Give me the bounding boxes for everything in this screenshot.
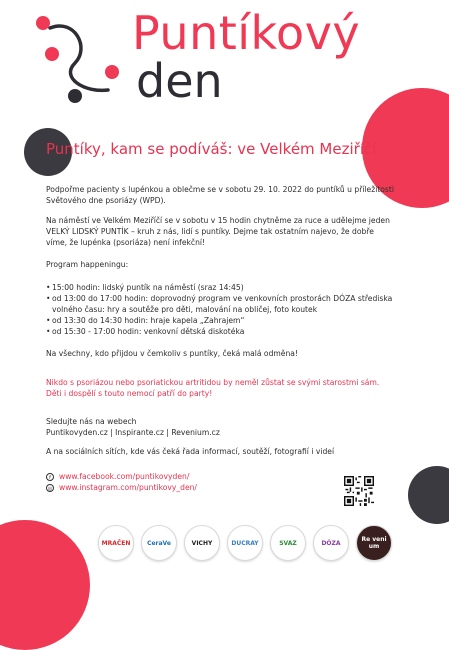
- intro-paragraph-2: Na náměstí ve Velkém Meziříčí se v sobotu v 15 hodin chytněme za ruce a udělejme jeden VELKÝ LIDSKÝ PUNTÍK – kruh z nás, lidí s puntíky. Dejme tak ostatním najevo, že dobře víme, že lupénka (psoriáza) není infekční!: [46, 216, 390, 247]
- brand-title-line2: den: [136, 54, 223, 108]
- program-item: • od 13:30 do 14:30 hodin: hraje kapela „Zahrajem“: [46, 315, 396, 326]
- reward-note: Na všechny, kdo přijdou v čemkoliv s puntíky, čeká malá odměna!: [46, 349, 298, 358]
- program-item: • 15:00 hodin: lidský puntík na náměstí (sraz 14:45): [46, 282, 396, 293]
- instagram-icon: ◎: [47, 485, 53, 492]
- follow-sites: Puntikovyden.cz | Inspirante.cz | Revenium.cz: [46, 428, 220, 437]
- intro-paragraph-1: Podpořme pacienty s lupénkou a oblečme se v sobotu 29. 10. 2022 do puntíků u příležitosti Světového dne psoriázy (WPD).: [46, 185, 394, 205]
- partner-logo-doza: DÓZA: [313, 525, 349, 561]
- facebook-row: [46, 471, 197, 482]
- decor-circle-red-bottom-left: [0, 520, 90, 650]
- logo-mark: [30, 8, 130, 108]
- follow-title: Sledujte nás na webech: [46, 417, 137, 426]
- partner-logo-ducray: DUCRAY: [227, 525, 263, 561]
- program-list: [46, 282, 396, 337]
- highlight-line-2: Děti i dospělí s touto nemocí patří do party!: [46, 389, 213, 398]
- partner-logo-vichy: VICHY: [184, 525, 220, 561]
- program-title: Program happeningu:: [46, 260, 129, 269]
- partner-logo-revenium: Re veni um: [356, 525, 392, 561]
- social-intro: A na sociálních sítích, kde vás čeká řada informací, soutěží, fotografií i videí: [46, 447, 335, 456]
- facebook-icon: f: [46, 473, 54, 481]
- program-item: • od 15:30 - 17:00 hodin: venkovní dětská diskotéka: [46, 326, 396, 337]
- partner-logo-svaz: SVAZ: [270, 525, 306, 561]
- main-content: [46, 184, 396, 457]
- program-item: • od 13:00 do 17:00 hodin: doprovodný program ve venkovních prostorách DÓZA střediska volného času: hry a soutěže pro děti, malování na obličej, foto koutek: [46, 293, 396, 315]
- qr-code: [344, 476, 374, 506]
- brand-title-line1: Puntíkový: [132, 6, 361, 60]
- instagram-row: [46, 482, 197, 493]
- decor-circle-dark-bottom-right: [408, 466, 449, 524]
- social-links: [46, 471, 197, 493]
- highlight-line-1: Nikdo s psoriázou nebo psoriatickou artritidou by neměl zůstat se svými starostmi sám.: [46, 378, 380, 387]
- partner-logos: [98, 525, 392, 561]
- page-title: Puntíky, kam se podíváš: ve Velkém Meziříčí: [46, 140, 377, 158]
- facebook-link[interactable]: www.facebook.com/puntikovyden/: [59, 472, 190, 481]
- partner-logo-cerave: CeraVe: [141, 525, 177, 561]
- instagram-link[interactable]: www.instagram.com/puntikovy_den/: [59, 483, 197, 492]
- partner-logo-mracen: MRAČEN: [98, 525, 134, 561]
